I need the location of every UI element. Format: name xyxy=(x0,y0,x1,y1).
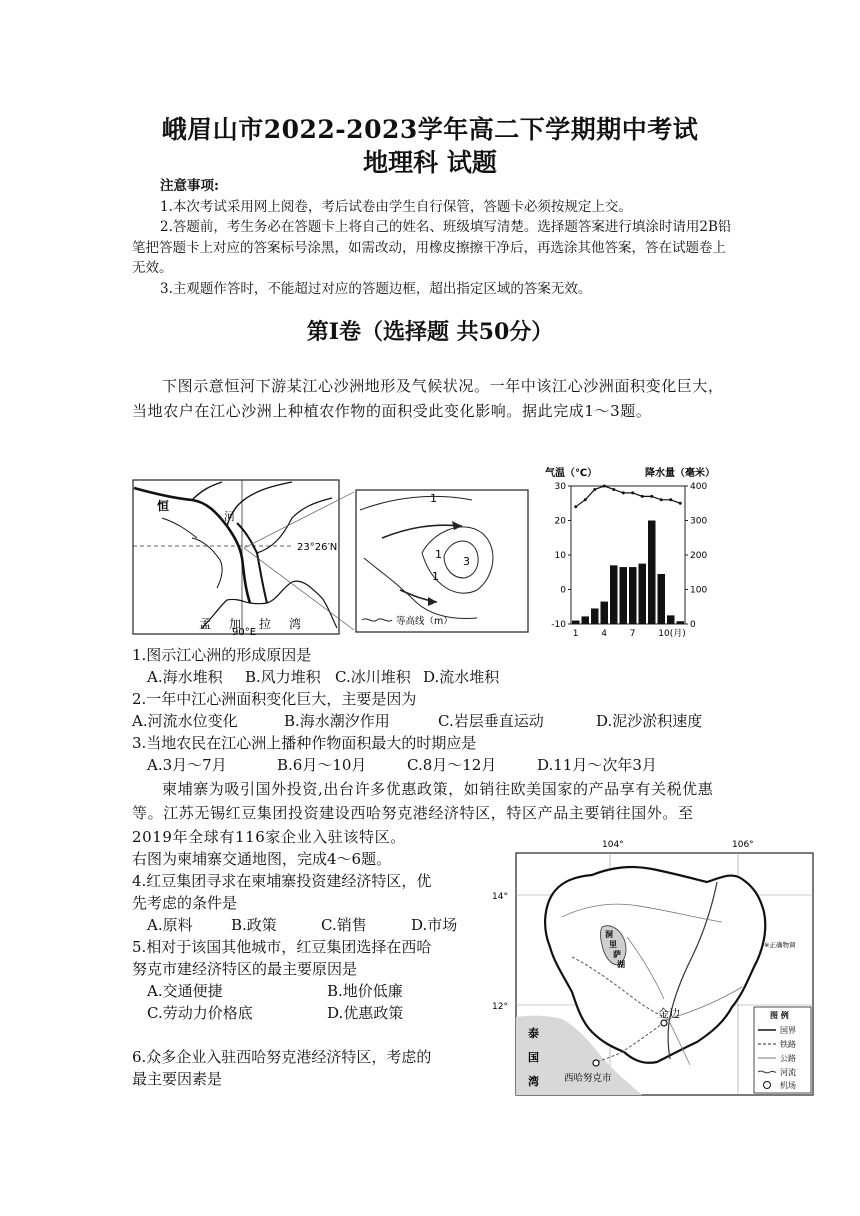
inset-contour-label: 1 xyxy=(435,548,442,561)
precip-bar xyxy=(591,608,599,624)
temperature-point xyxy=(631,491,634,494)
cambodia-map-figure xyxy=(492,837,817,1097)
option[interactable]: A.3月～7月 xyxy=(147,756,227,774)
ganges-map-figure xyxy=(132,478,552,636)
inset-contour-label: 3 xyxy=(463,555,470,568)
airport-icon xyxy=(764,1082,771,1089)
option[interactable]: B.地价低廉 xyxy=(327,982,403,1000)
chart-ylabel: 气温（℃） xyxy=(545,468,598,479)
option[interactable]: D.11月～次年3月 xyxy=(537,756,657,774)
question-5-stem: 5.相对于该国其他城市，红豆集团选择在西哈 xyxy=(132,938,432,956)
legend-item: 国界 xyxy=(780,1026,796,1035)
temperature-line xyxy=(576,486,681,507)
question-5-stem-cont: 努克市建经济特区的最主要原因是 xyxy=(132,960,358,978)
temperature-point xyxy=(679,502,682,505)
question-4-stem-cont: 先考虑的条件是 xyxy=(132,894,238,912)
option[interactable]: B.政策 xyxy=(231,916,277,934)
precip-bar xyxy=(601,602,609,624)
gulf-label: 泰 xyxy=(528,1027,539,1040)
temperature-point xyxy=(641,495,644,498)
question-2-stem: 2.一年中江心洲面积变化巨大，主要是因为 xyxy=(132,690,417,708)
question-5-options-row2 xyxy=(147,1002,403,1024)
option[interactable]: A.交通便捷 xyxy=(147,982,223,1000)
option[interactable]: B.海水潮汐作用 xyxy=(284,712,390,730)
map-label-longitude: 90°E xyxy=(232,627,257,636)
chart-plot-area xyxy=(551,482,707,639)
question-4-stem: 4.红豆集团寻求在柬埔寨投资建经济特区，优 xyxy=(132,872,432,890)
map-lat-label: 12° xyxy=(492,1002,508,1012)
chart-y2label: 降水量（毫米） xyxy=(645,468,715,479)
y-tick-label: 0 xyxy=(560,585,566,596)
notes-heading: 注意事项: xyxy=(160,178,219,194)
lake-label: 萨 xyxy=(613,950,621,959)
option[interactable]: C.销售 xyxy=(321,916,367,934)
option[interactable]: C.冰川堆积 xyxy=(335,668,411,686)
question-2-options xyxy=(132,710,702,732)
exam-subtitle: 地理科 试题 xyxy=(363,148,497,177)
map-note: ※正确物调 xyxy=(764,941,796,949)
question-6-stem-cont: 最主要因素是 xyxy=(132,1070,223,1088)
precip-bar xyxy=(677,621,685,624)
map-lat-label: 14° xyxy=(492,892,508,902)
y-tick-label: 10 xyxy=(554,551,566,561)
climate-chart xyxy=(545,464,730,646)
question-3-options xyxy=(147,754,657,776)
question-1-options xyxy=(147,666,499,688)
precip-bar xyxy=(610,565,618,624)
sihanoukville-marker xyxy=(593,1060,599,1066)
map-lon-label: 104° xyxy=(602,840,624,850)
inset-contour-label: 1 xyxy=(432,570,439,583)
option[interactable]: C.岩层垂直运动 xyxy=(438,712,544,730)
option[interactable]: A.河流水位变化 xyxy=(132,712,238,730)
option[interactable]: C.劳动力价格底 xyxy=(147,1004,253,1022)
temperature-point xyxy=(622,491,625,494)
legend-item: 河流 xyxy=(780,1068,796,1077)
map-lon-label: 106° xyxy=(732,840,754,850)
question-3-stem: 3.当地农民在江心洲上播种作物面积最大的时期应是 xyxy=(132,734,477,752)
precip-bar xyxy=(648,521,656,625)
precip-bar xyxy=(639,564,647,624)
inset-contour-label: 1 xyxy=(430,492,437,505)
option[interactable]: B.风力堆积 xyxy=(245,668,321,686)
legend-title: 图 例 xyxy=(770,1011,789,1020)
x-tick-label: 7 xyxy=(629,629,636,639)
question-4-options xyxy=(147,914,457,936)
y-tick-label: 20 xyxy=(554,516,566,527)
option[interactable]: B.6月～10月 xyxy=(277,756,367,774)
y2-tick-label: 200 xyxy=(690,551,708,561)
option[interactable]: D.市场 xyxy=(411,916,458,934)
temperature-point xyxy=(612,488,615,491)
option[interactable]: C.8月～12月 xyxy=(407,756,497,774)
temperature-point xyxy=(574,505,577,508)
lake-label: 洞 xyxy=(605,930,613,939)
phnom-penh-marker xyxy=(661,1020,667,1026)
note-item: 1.本次考试采用网上阅卷，考后试卷由学生自行保管，答题卡必须按规定上交。 xyxy=(160,198,632,215)
map-label-ganges-2: 河 xyxy=(224,510,235,523)
precip-bar xyxy=(620,567,628,624)
legend-item: 铁路 xyxy=(780,1040,796,1049)
precip-bar xyxy=(582,616,590,624)
precip-bar xyxy=(629,567,637,624)
x-tick-label: 1 xyxy=(572,629,579,639)
note-item: 2.答题前，考生务必在答题卡上将自己的姓名、班级填写清楚。选择题答案进行填涂时请用2B铅笔把答题卡上对应的答案标号涂黑，如需改动，用橡皮擦擦干净后，再选涂其他答案，答在试题卷上无效。 xyxy=(132,219,732,276)
temperature-point xyxy=(650,495,653,498)
temperature-point xyxy=(584,498,587,501)
city-label-sihanoukville: 西哈努克市 xyxy=(564,1073,612,1084)
option[interactable]: D.泥沙淤积速度 xyxy=(596,712,703,730)
legend-item: 公路 xyxy=(780,1054,796,1063)
city-label-phnom-penh: 金边 xyxy=(658,1007,680,1020)
exam-title: 峨眉山市2022-2023学年高二下学期期中考试 xyxy=(161,115,699,144)
inset-frame xyxy=(356,490,528,632)
precip-bar xyxy=(658,574,666,624)
gulf-label: 国 xyxy=(528,1051,539,1064)
question-5-options xyxy=(147,980,403,1002)
section-title: 第Ⅰ卷（选择题 共50分） xyxy=(306,319,554,345)
x-tick-label: 10(月) xyxy=(658,629,686,639)
lake-label: 里 xyxy=(609,940,617,949)
lake-label: 湖 xyxy=(617,960,625,969)
cambodia-map-ref: 右图为柬埔寨交通地图，完成4～6题。 xyxy=(132,850,392,868)
question-1-stem: 1.图示江心洲的形成原因是 xyxy=(132,646,312,664)
y-tick-label: -10 xyxy=(551,620,566,630)
option[interactable]: A.原料 xyxy=(147,916,193,934)
y2-tick-label: 300 xyxy=(690,516,708,527)
x-tick-label: 4 xyxy=(601,629,607,639)
note-item: 3.主观题作答时，不能超过对应的答题边框，超出指定区域的答案无效。 xyxy=(160,280,592,297)
inset-legend: 等高线（m） xyxy=(396,616,453,627)
option[interactable]: D.优惠政策 xyxy=(327,1004,404,1022)
exam-notes xyxy=(132,176,732,299)
map-label-ganges-1: 恒 xyxy=(157,499,170,513)
temperature-point xyxy=(669,498,672,501)
y-tick-label: 30 xyxy=(554,482,566,492)
temperature-point xyxy=(603,485,606,488)
option[interactable]: A.海水堆积 xyxy=(147,668,223,686)
map-label-bay: 加 xyxy=(229,617,242,631)
question-6-stem: 6.众多企业入驻西哈努克港经济特区，考虑的 xyxy=(132,1048,432,1066)
gulf-label: 湾 xyxy=(528,1075,539,1088)
option[interactable]: D.流水堆积 xyxy=(423,668,500,686)
legend-item: 机场 xyxy=(780,1081,796,1090)
intro-paragraph: 下图示意恒河下游某江心沙洲地形及气候状况。一年中该江心沙洲面积变化巨大，当地农户在江心沙洲上种植农作物的面积受此变化影响。据此完成1～3题。 xyxy=(132,377,724,420)
map-label-bay: 拉 xyxy=(259,617,272,631)
y2-tick-label: 400 xyxy=(690,482,708,492)
cambodia-intro: 柬埔寨为吸引国外投资,出台许多优惠政策，如销往欧美国家的产品享有关税优惠等。江苏无锡红豆集团投资建设西哈努克港经济特区，特区产品主要销往国外。至2019年全球有116家企业入驻该特区。 xyxy=(132,780,714,846)
map-label-bay: 孟 xyxy=(199,617,212,631)
temperature-point xyxy=(660,498,663,501)
y2-tick-label: 100 xyxy=(690,585,708,596)
precip-bar xyxy=(572,621,580,624)
precip-bar xyxy=(667,615,675,624)
map-label-bay: 湾 xyxy=(289,617,302,631)
chart-frame xyxy=(571,486,685,624)
temperature-point xyxy=(593,488,596,491)
map-label-latitude: 23°26′N xyxy=(297,542,338,553)
y2-tick-label: 0 xyxy=(690,620,696,630)
